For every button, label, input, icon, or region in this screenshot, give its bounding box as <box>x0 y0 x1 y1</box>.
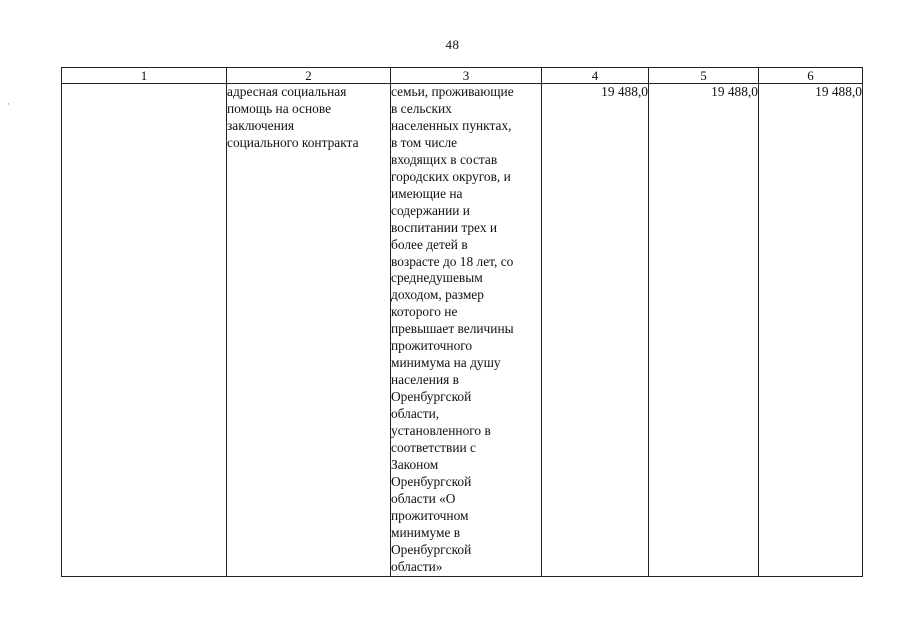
column-header-3: 3 <box>391 68 542 84</box>
column-header-5: 5 <box>649 68 759 84</box>
table-body <box>62 84 863 577</box>
cell-amount-col-6: 19 488,0 <box>759 84 863 577</box>
cell-col-1 <box>62 84 227 577</box>
column-header-2: 2 <box>227 68 391 84</box>
margin-mark: · <box>7 99 10 109</box>
cell-amount-col-5: 19 488,0 <box>649 84 759 577</box>
column-header-6: 6 <box>759 68 863 84</box>
column-header-4: 4 <box>542 68 649 84</box>
cell-measure-name: адресная социальная помощь на основе заключения социального контракта <box>227 84 391 577</box>
page-number: 48 <box>445 37 460 52</box>
header-row <box>62 68 863 84</box>
table-header <box>62 68 863 84</box>
table-row <box>62 84 863 577</box>
data-table <box>61 67 863 577</box>
column-header-1: 1 <box>62 68 227 84</box>
cell-recipient-category: семьи, проживающие в сельских населенных пунктах, в том числе входящих в состав городских округов, и имеющие на содержании и воспитании трех и более детей в возрасте до 18 лет, со среднедушевым доходом, размер которого не превышает величины прожиточного минимума на душу населения в Оренбургской области, установленного в соответствии с Законом Оренбургской области «О прожиточном минимуме в Оренбургской области» <box>391 84 542 577</box>
cell-amount-col-4: 19 488,0 <box>542 84 649 577</box>
